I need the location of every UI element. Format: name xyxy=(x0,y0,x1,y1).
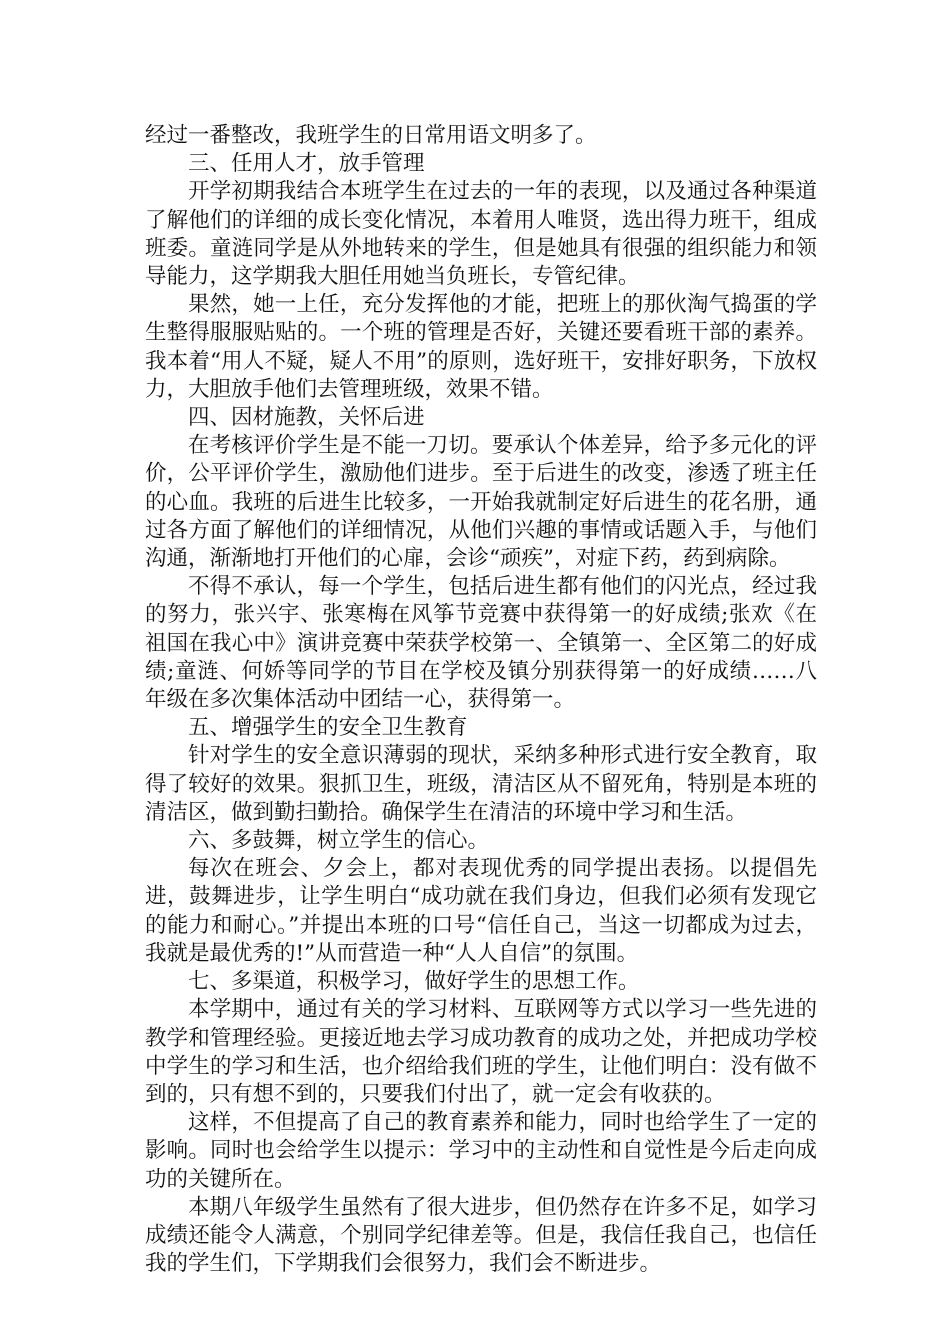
paragraph-13: 本学期中，通过有关的学习材料、互联网等方式以学习一些先进的教学和管理经验。更接近地去学习成功教育的成功之处，并把成功学校中学生的学习和生活，也介绍给我们班的学生，让他们明白：没有做不到的，只有想不到的，只要我们付出了，就一定会有收获的。 xyxy=(145,997,817,1107)
section-heading-6: 六、多鼓舞，树立学生的信心。 xyxy=(188,828,490,854)
paragraph-4: 果然，她一上任，充分发挥他的才能，把班上的那伙淘气捣蛋的学生整得服服贴贴的。一个班的管理是否好，关键还要看班干部的素养。我本着“用人不疑，疑人不用”的原则，选好班干，安排好职务，下放权力，大胆放手他们去管理班级，效果不错。 xyxy=(145,292,817,402)
paragraph-7: 不得不承认，每一个学生，包括后进生都有他们的闪光点，经过我的努力，张兴宇、张寒梅在风筝节竞赛中获得第一的好成绩;张欢《在祖国在我心中》演讲竞赛中荣获学校第一、全镇第一、全区第二的好成绩;童涟、何娇等同学的节目在学校及镇分别获得第一的好成绩……八年级在多次集体活动中团结一心，获得第一。 xyxy=(145,574,817,713)
section-heading-5: 五、增强学生的安全卫生教育 xyxy=(188,715,468,741)
paragraph-6: 在考核评价学生是不能一刀切。要承认个体差异，给予多元化的评价，公平评价学生，激励他们进步。至于后进生的改变，渗透了班主任的心血。我班的后进生比较多，一开始我就制定好后进生的花名册，通过各方面了解他们的详细情况，从他们兴趣的事情或话题入手，与他们沟通，渐渐地打开他们的心扉，会诊“顽疾”，对症下药，药到病除。 xyxy=(145,433,817,572)
section-heading-7: 七、多渠道，积极学习，做好学生的思想工作。 xyxy=(188,969,640,995)
paragraph-9: 针对学生的安全意识薄弱的现状，采纳多种形式进行安全教育，取得了较好的效果。狠抓卫生，班级，清洁区从不留死角，特别是本班的清洁区，做到勤扫勤拾。确保学生在清洁的环境中学习和生活。 xyxy=(145,743,817,825)
section-heading-4: 四、因材施教，关怀后进 xyxy=(188,405,425,431)
paragraph-15: 本期八年级学生虽然有了很大进步，但仍然存在许多不足，如学习成绩还能令人满意，个别同学纪律差等。但是，我信任我自己，也信任我的学生们，下学期我们会很努力，我们会不断进步。 xyxy=(145,1194,817,1277)
paragraph-1: 经过一番整改，我班学生的日常用语文明多了。 xyxy=(145,123,597,148)
paragraph-14: 这样，不但提高了自己的教育素养和能力，同时也给学生了一定的影响。同时也会给学生以提示：学习中的主动性和自觉性是今后走向成功的关键所在。 xyxy=(145,1110,817,1192)
paragraph-3: 开学初期我结合本班学生在过去的一年的表现，以及通过各种渠道了解他们的详细的成长变化情况，本着用人唯贤，选出得力班干，组成班委。童涟同学是从外地转来的学生，但是她具有很强的组织能力和领导能力，这学期我大胆任用她当负班长，专管纪律。 xyxy=(145,179,817,290)
paragraph-11: 每次在班会、夕会上，都对表现优秀的同学提出表扬。以提倡先进，鼓舞进步，让学生明白“成功就在我们身边，但我们必须有发现它的能力和耐心。”并提出本班的口号“信任自己，当这一切都成为过去，我就是最优秀的!”从而营造一种“人人自信”的氛围。 xyxy=(145,856,817,966)
document-page xyxy=(145,122,817,1278)
section-heading-3: 三、任用人才，放手管理 xyxy=(188,151,425,177)
